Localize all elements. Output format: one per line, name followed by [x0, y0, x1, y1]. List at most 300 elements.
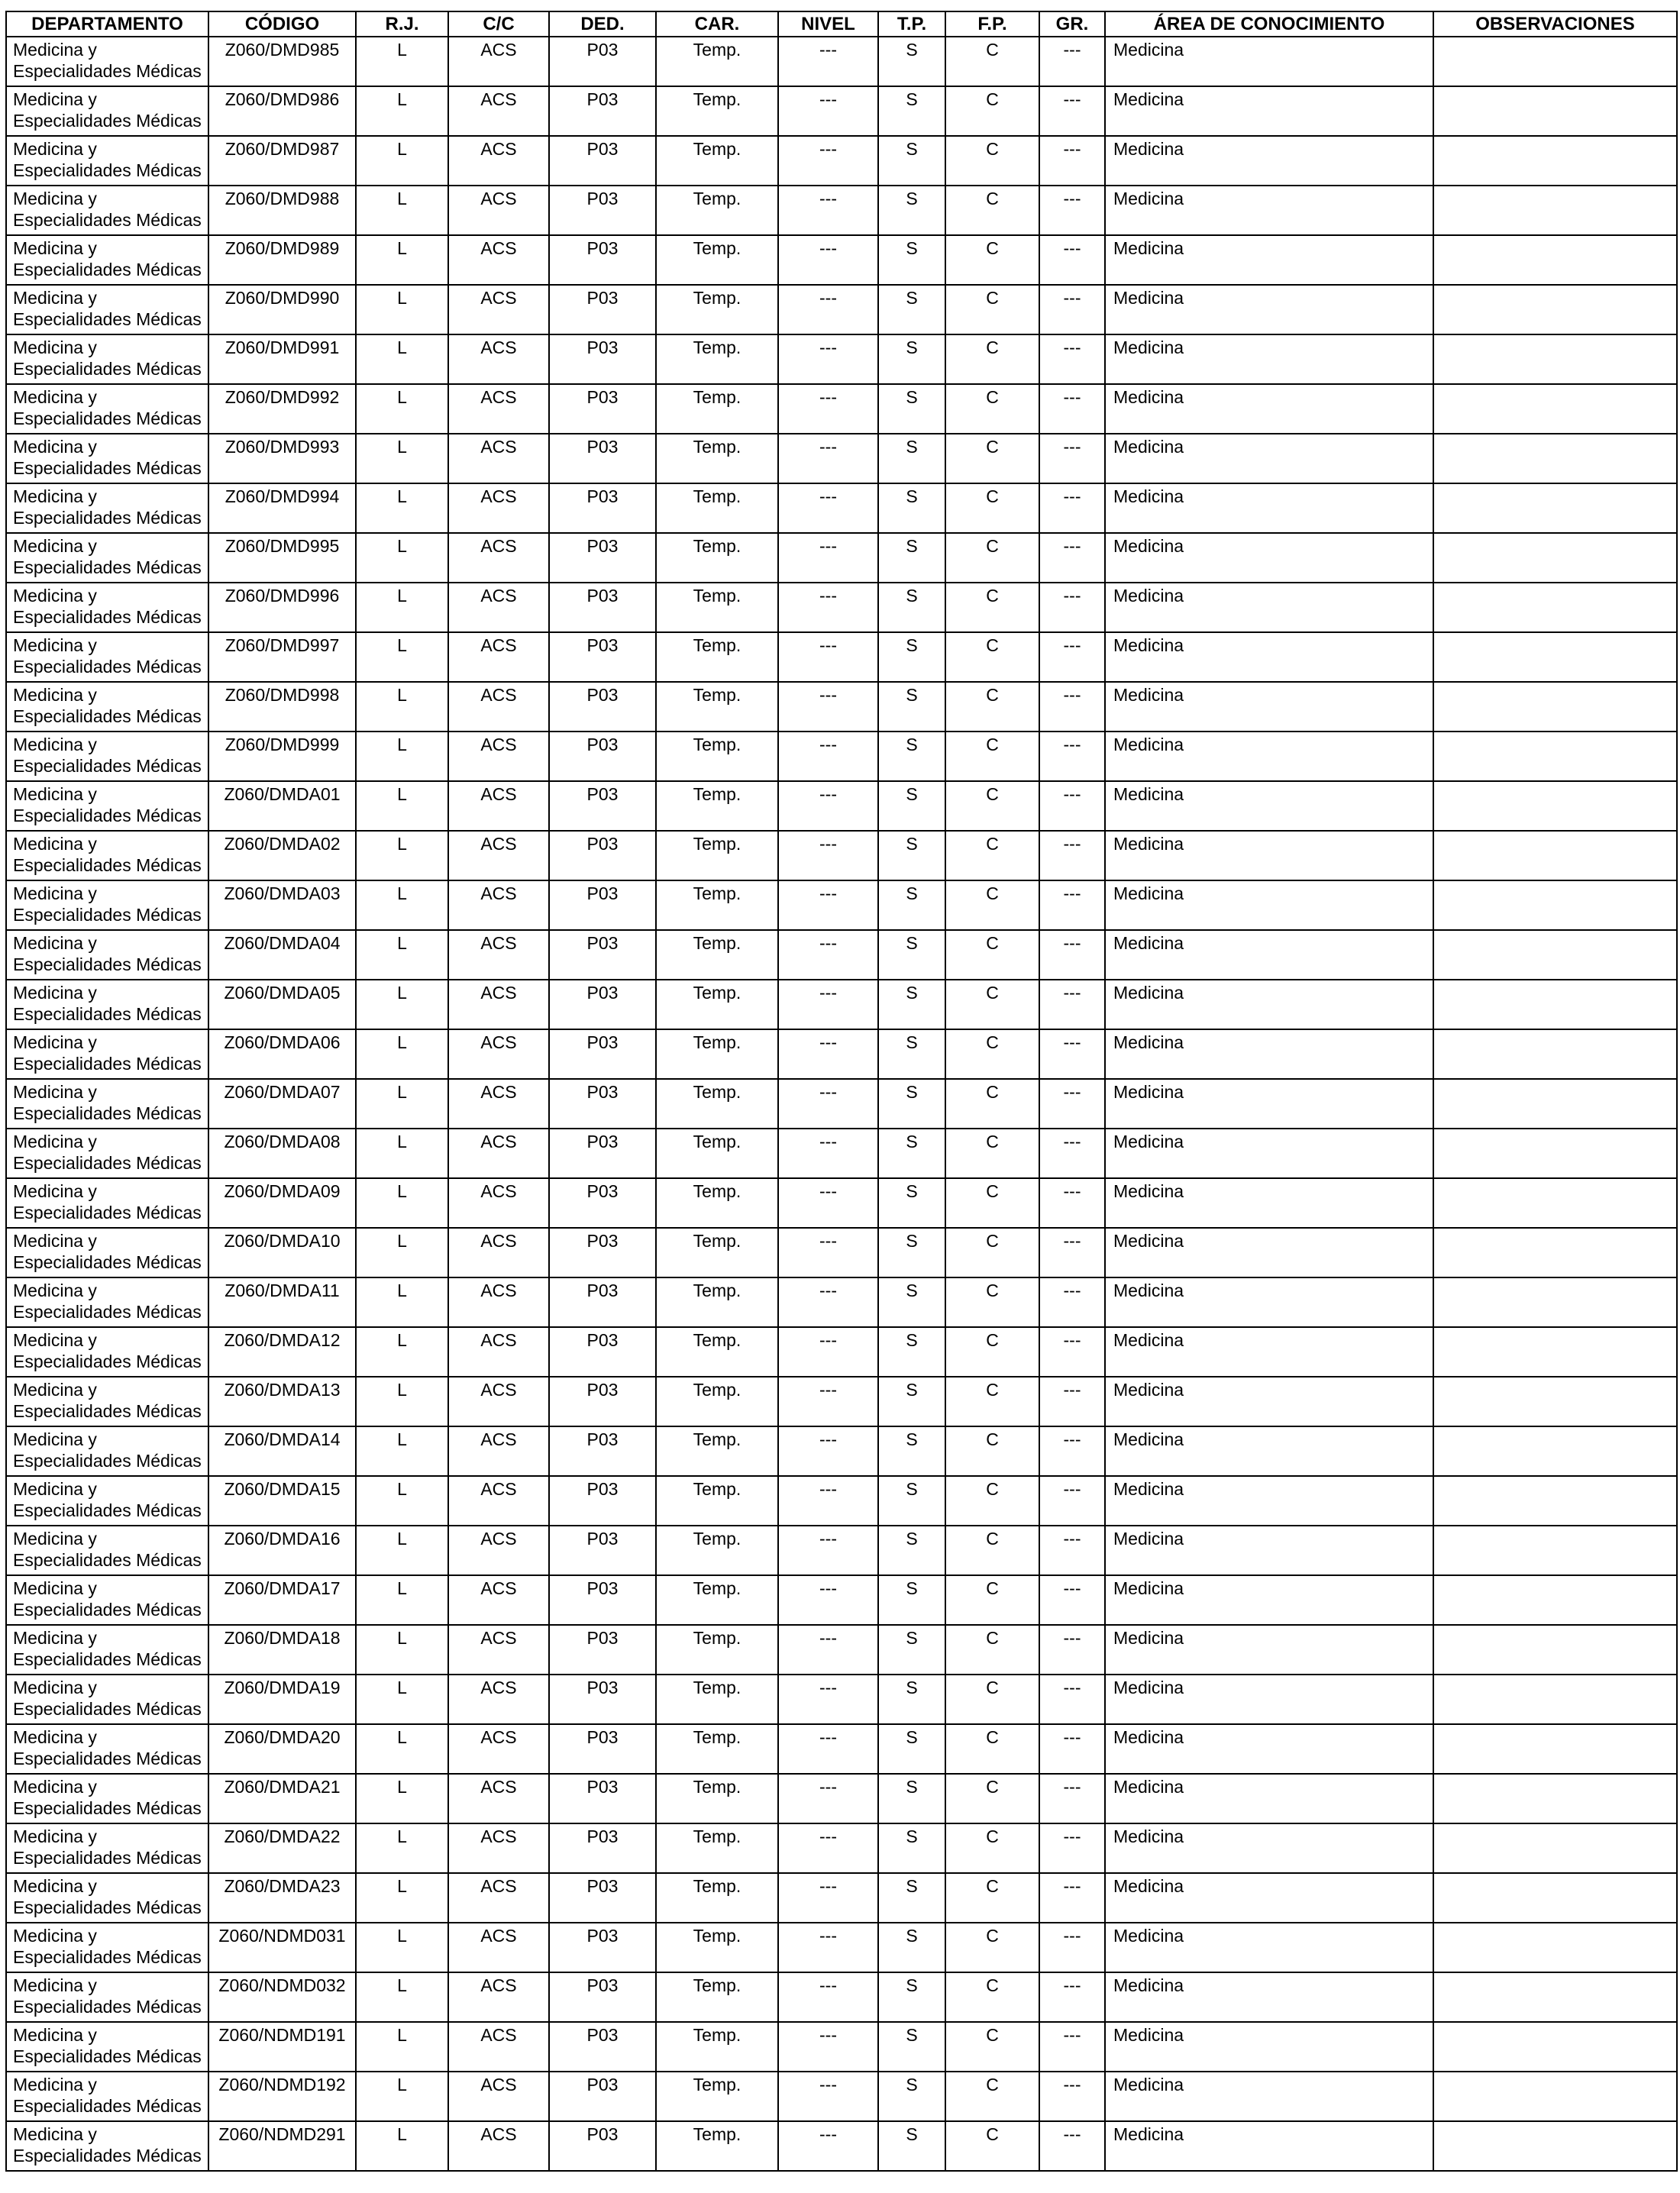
fp-cell: C [945, 1823, 1039, 1873]
tp-cell: S [878, 86, 945, 136]
header-area: ÁREA DE CONOCIMIENTO [1105, 11, 1433, 37]
cc-cell: ACS [448, 1724, 549, 1774]
nivel-cell: --- [778, 1575, 878, 1625]
table-row [6, 1625, 1677, 1675]
observaciones-cell [1433, 2121, 1677, 2171]
ded-cell: P03 [549, 1526, 656, 1575]
gr-cell: --- [1039, 334, 1105, 384]
rj-cell: L [356, 334, 448, 384]
rj-cell: L [356, 533, 448, 583]
observaciones-cell [1433, 235, 1677, 285]
fp-cell: C [945, 831, 1039, 880]
table-row [6, 1178, 1677, 1228]
departamento-cell: Medicina y Especialidades Médicas [6, 732, 208, 781]
departamento-cell: Medicina y Especialidades Médicas [6, 1526, 208, 1575]
gr-cell: --- [1039, 1129, 1105, 1178]
fp-cell: C [945, 880, 1039, 930]
nivel-cell: --- [778, 136, 878, 186]
header-rj: R.J. [356, 11, 448, 37]
car-cell: Temp. [656, 1625, 778, 1675]
departamento-cell: Medicina y Especialidades Médicas [6, 1823, 208, 1873]
car-cell: Temp. [656, 334, 778, 384]
table-row [6, 1823, 1677, 1873]
fp-cell: C [945, 1029, 1039, 1079]
codigo-cell: Z060/DMD994 [208, 483, 356, 533]
gr-cell: --- [1039, 136, 1105, 186]
table-row [6, 1377, 1677, 1426]
nivel-cell: --- [778, 1129, 878, 1178]
observaciones-cell [1433, 1972, 1677, 2022]
car-cell: Temp. [656, 2022, 778, 2072]
table-row [6, 1079, 1677, 1129]
nivel-cell: --- [778, 1178, 878, 1228]
gr-cell: --- [1039, 1923, 1105, 1972]
cc-cell: ACS [448, 1575, 549, 1625]
rj-cell: L [356, 1526, 448, 1575]
ded-cell: P03 [549, 1675, 656, 1724]
gr-cell: --- [1039, 1675, 1105, 1724]
nivel-cell: --- [778, 583, 878, 632]
tp-cell: S [878, 1923, 945, 1972]
ded-cell: P03 [549, 1823, 656, 1873]
departamento-cell: Medicina y Especialidades Médicas [6, 880, 208, 930]
tp-cell: S [878, 37, 945, 86]
area-cell: Medicina [1105, 37, 1433, 86]
codigo-cell: Z060/DMD989 [208, 235, 356, 285]
fp-cell: C [945, 334, 1039, 384]
cc-cell: ACS [448, 1377, 549, 1426]
observaciones-cell [1433, 1873, 1677, 1923]
header-nivel: NIVEL [778, 11, 878, 37]
car-cell: Temp. [656, 1178, 778, 1228]
car-cell: Temp. [656, 632, 778, 682]
departamento-cell: Medicina y Especialidades Médicas [6, 1178, 208, 1228]
car-cell: Temp. [656, 186, 778, 235]
table-row [6, 2121, 1677, 2171]
codigo-cell: Z060/DMD999 [208, 732, 356, 781]
cc-cell: ACS [448, 1079, 549, 1129]
cc-cell: ACS [448, 2072, 549, 2121]
observaciones-cell [1433, 632, 1677, 682]
observaciones-cell [1433, 980, 1677, 1029]
rj-cell: L [356, 1426, 448, 1476]
gr-cell: --- [1039, 1476, 1105, 1526]
observaciones-cell [1433, 483, 1677, 533]
fp-cell: C [945, 682, 1039, 732]
gr-cell: --- [1039, 930, 1105, 980]
fp-cell: C [945, 1228, 1039, 1277]
ded-cell: P03 [549, 334, 656, 384]
nivel-cell: --- [778, 483, 878, 533]
tp-cell: S [878, 781, 945, 831]
ded-cell: P03 [549, 483, 656, 533]
gr-cell: --- [1039, 880, 1105, 930]
fp-cell: C [945, 86, 1039, 136]
gr-cell: --- [1039, 980, 1105, 1029]
cc-cell: ACS [448, 1923, 549, 1972]
ded-cell: P03 [549, 1277, 656, 1327]
area-cell: Medicina [1105, 86, 1433, 136]
ded-cell: P03 [549, 1625, 656, 1675]
header-departamento: DEPARTAMENTO [6, 11, 208, 37]
gr-cell: --- [1039, 37, 1105, 86]
table-row [6, 1774, 1677, 1823]
observaciones-cell [1433, 1675, 1677, 1724]
codigo-cell: Z060/DMD987 [208, 136, 356, 186]
ded-cell: P03 [549, 1327, 656, 1377]
nivel-cell: --- [778, 682, 878, 732]
cc-cell: ACS [448, 1178, 549, 1228]
table-row [6, 980, 1677, 1029]
rj-cell: L [356, 1327, 448, 1377]
nivel-cell: --- [778, 1823, 878, 1873]
codigo-cell: Z060/NDMD291 [208, 2121, 356, 2171]
nivel-cell: --- [778, 1675, 878, 1724]
header-row [6, 11, 1677, 37]
car-cell: Temp. [656, 1426, 778, 1476]
fp-cell: C [945, 1972, 1039, 2022]
departamento-cell: Medicina y Especialidades Médicas [6, 1327, 208, 1377]
codigo-cell: Z060/DMDA02 [208, 831, 356, 880]
departamento-cell: Medicina y Especialidades Médicas [6, 285, 208, 334]
rj-cell: L [356, 37, 448, 86]
nivel-cell: --- [778, 1277, 878, 1327]
tp-cell: S [878, 1277, 945, 1327]
header-ded: DED. [549, 11, 656, 37]
observaciones-cell [1433, 434, 1677, 483]
departamento-cell: Medicina y Especialidades Médicas [6, 781, 208, 831]
tp-cell: S [878, 1823, 945, 1873]
nivel-cell: --- [778, 1079, 878, 1129]
area-cell: Medicina [1105, 384, 1433, 434]
area-cell: Medicina [1105, 1029, 1433, 1079]
ded-cell: P03 [549, 86, 656, 136]
nivel-cell: --- [778, 1923, 878, 1972]
cc-cell: ACS [448, 732, 549, 781]
cc-cell: ACS [448, 1327, 549, 1377]
codigo-cell: Z060/DMDA04 [208, 930, 356, 980]
codigo-cell: Z060/DMD985 [208, 37, 356, 86]
ded-cell: P03 [549, 2121, 656, 2171]
cc-cell: ACS [448, 136, 549, 186]
rj-cell: L [356, 235, 448, 285]
fp-cell: C [945, 1774, 1039, 1823]
departamento-cell: Medicina y Especialidades Médicas [6, 1079, 208, 1129]
observaciones-cell [1433, 1724, 1677, 1774]
departamento-cell: Medicina y Especialidades Médicas [6, 682, 208, 732]
observaciones-cell [1433, 2022, 1677, 2072]
area-cell: Medicina [1105, 1526, 1433, 1575]
fp-cell: C [945, 1675, 1039, 1724]
cc-cell: ACS [448, 384, 549, 434]
gr-cell: --- [1039, 831, 1105, 880]
fp-cell: C [945, 583, 1039, 632]
ded-cell: P03 [549, 2022, 656, 2072]
cc-cell: ACS [448, 980, 549, 1029]
nivel-cell: --- [778, 632, 878, 682]
table-row [6, 334, 1677, 384]
ded-cell: P03 [549, 980, 656, 1029]
tp-cell: S [878, 1774, 945, 1823]
rj-cell: L [356, 1575, 448, 1625]
area-cell: Medicina [1105, 781, 1433, 831]
table-row [6, 1724, 1677, 1774]
nivel-cell: --- [778, 1476, 878, 1526]
departamento-cell: Medicina y Especialidades Médicas [6, 434, 208, 483]
codigo-cell: Z060/DMD996 [208, 583, 356, 632]
rj-cell: L [356, 2072, 448, 2121]
departamento-cell: Medicina y Especialidades Médicas [6, 1675, 208, 1724]
ded-cell: P03 [549, 136, 656, 186]
area-cell: Medicina [1105, 1277, 1433, 1327]
observaciones-cell [1433, 334, 1677, 384]
codigo-cell: Z060/NDMD191 [208, 2022, 356, 2072]
fp-cell: C [945, 37, 1039, 86]
fp-cell: C [945, 1277, 1039, 1327]
departamento-cell: Medicina y Especialidades Médicas [6, 533, 208, 583]
car-cell: Temp. [656, 136, 778, 186]
fp-cell: C [945, 781, 1039, 831]
tp-cell: S [878, 1972, 945, 2022]
table-row [6, 1675, 1677, 1724]
codigo-cell: Z060/DMD991 [208, 334, 356, 384]
codigo-cell: Z060/DMD990 [208, 285, 356, 334]
ded-cell: P03 [549, 1575, 656, 1625]
cc-cell: ACS [448, 583, 549, 632]
ded-cell: P03 [549, 732, 656, 781]
tp-cell: S [878, 1625, 945, 1675]
cc-cell: ACS [448, 1029, 549, 1079]
ded-cell: P03 [549, 186, 656, 235]
rj-cell: L [356, 1029, 448, 1079]
rj-cell: L [356, 930, 448, 980]
cc-cell: ACS [448, 235, 549, 285]
rj-cell: L [356, 1873, 448, 1923]
cc-cell: ACS [448, 1823, 549, 1873]
nivel-cell: --- [778, 1327, 878, 1377]
departamento-cell: Medicina y Especialidades Médicas [6, 1129, 208, 1178]
ded-cell: P03 [549, 682, 656, 732]
header-fp: F.P. [945, 11, 1039, 37]
gr-cell: --- [1039, 1625, 1105, 1675]
gr-cell: --- [1039, 632, 1105, 682]
codigo-cell: Z060/DMDA09 [208, 1178, 356, 1228]
departamento-cell: Medicina y Especialidades Médicas [6, 831, 208, 880]
table-row [6, 1526, 1677, 1575]
cc-cell: ACS [448, 1129, 549, 1178]
table-row [6, 1476, 1677, 1526]
rj-cell: L [356, 1923, 448, 1972]
rj-cell: L [356, 1277, 448, 1327]
observaciones-cell [1433, 384, 1677, 434]
cc-cell: ACS [448, 285, 549, 334]
table-row [6, 1327, 1677, 1377]
gr-cell: --- [1039, 86, 1105, 136]
area-cell: Medicina [1105, 732, 1433, 781]
departamento-cell: Medicina y Especialidades Médicas [6, 1774, 208, 1823]
area-cell: Medicina [1105, 2022, 1433, 2072]
car-cell: Temp. [656, 732, 778, 781]
departamento-cell: Medicina y Especialidades Médicas [6, 334, 208, 384]
nivel-cell: --- [778, 2121, 878, 2171]
departamento-cell: Medicina y Especialidades Médicas [6, 2121, 208, 2171]
codigo-cell: Z060/DMD997 [208, 632, 356, 682]
codigo-cell: Z060/DMDA12 [208, 1327, 356, 1377]
codigo-cell: Z060/DMD986 [208, 86, 356, 136]
cc-cell: ACS [448, 1873, 549, 1923]
rj-cell: L [356, 781, 448, 831]
car-cell: Temp. [656, 831, 778, 880]
fp-cell: C [945, 1575, 1039, 1625]
departamento-cell: Medicina y Especialidades Médicas [6, 1873, 208, 1923]
rj-cell: L [356, 186, 448, 235]
rj-cell: L [356, 1774, 448, 1823]
tp-cell: S [878, 1029, 945, 1079]
nivel-cell: --- [778, 533, 878, 583]
observaciones-cell [1433, 930, 1677, 980]
rj-cell: L [356, 2022, 448, 2072]
area-cell: Medicina [1105, 434, 1433, 483]
car-cell: Temp. [656, 1724, 778, 1774]
car-cell: Temp. [656, 583, 778, 632]
departamento-cell: Medicina y Especialidades Médicas [6, 37, 208, 86]
nivel-cell: --- [778, 285, 878, 334]
nivel-cell: --- [778, 1426, 878, 1476]
codigo-cell: Z060/DMDA20 [208, 1724, 356, 1774]
car-cell: Temp. [656, 1277, 778, 1327]
gr-cell: --- [1039, 1327, 1105, 1377]
ded-cell: P03 [549, 1426, 656, 1476]
tp-cell: S [878, 434, 945, 483]
gr-cell: --- [1039, 1029, 1105, 1079]
gr-cell: --- [1039, 533, 1105, 583]
departamento-cell: Medicina y Especialidades Médicas [6, 1972, 208, 2022]
nivel-cell: --- [778, 1029, 878, 1079]
nivel-cell: --- [778, 334, 878, 384]
codigo-cell: Z060/DMD988 [208, 186, 356, 235]
tp-cell: S [878, 1377, 945, 1426]
tp-cell: S [878, 285, 945, 334]
codigo-cell: Z060/DMDA14 [208, 1426, 356, 1476]
rj-cell: L [356, 1724, 448, 1774]
rj-cell: L [356, 483, 448, 533]
car-cell: Temp. [656, 285, 778, 334]
car-cell: Temp. [656, 1228, 778, 1277]
observaciones-cell [1433, 136, 1677, 186]
gr-cell: --- [1039, 2022, 1105, 2072]
nivel-cell: --- [778, 86, 878, 136]
cc-cell: ACS [448, 1228, 549, 1277]
tp-cell: S [878, 334, 945, 384]
table-row [6, 533, 1677, 583]
ded-cell: P03 [549, 533, 656, 583]
car-cell: Temp. [656, 980, 778, 1029]
observaciones-cell [1433, 1377, 1677, 1426]
rj-cell: L [356, 434, 448, 483]
observaciones-cell [1433, 2072, 1677, 2121]
codigo-cell: Z060/DMDA06 [208, 1029, 356, 1079]
area-cell: Medicina [1105, 334, 1433, 384]
rj-cell: L [356, 86, 448, 136]
observaciones-cell [1433, 1426, 1677, 1476]
table-row [6, 483, 1677, 533]
tp-cell: S [878, 632, 945, 682]
gr-cell: --- [1039, 1823, 1105, 1873]
tp-cell: S [878, 1178, 945, 1228]
nivel-cell: --- [778, 2072, 878, 2121]
nivel-cell: --- [778, 1774, 878, 1823]
gr-cell: --- [1039, 682, 1105, 732]
observaciones-cell [1433, 880, 1677, 930]
ded-cell: P03 [549, 880, 656, 930]
table-row [6, 1972, 1677, 2022]
nivel-cell: --- [778, 1526, 878, 1575]
codigo-cell: Z060/DMDA19 [208, 1675, 356, 1724]
cc-cell: ACS [448, 2121, 549, 2171]
cc-cell: ACS [448, 37, 549, 86]
nivel-cell: --- [778, 384, 878, 434]
fp-cell: C [945, 1129, 1039, 1178]
tp-cell: S [878, 186, 945, 235]
car-cell: Temp. [656, 1029, 778, 1079]
fp-cell: C [945, 980, 1039, 1029]
table-row [6, 1277, 1677, 1327]
ded-cell: P03 [549, 1774, 656, 1823]
table-row [6, 186, 1677, 235]
gr-cell: --- [1039, 483, 1105, 533]
area-cell: Medicina [1105, 1823, 1433, 1873]
car-cell: Temp. [656, 1774, 778, 1823]
rj-cell: L [356, 632, 448, 682]
ded-cell: P03 [549, 285, 656, 334]
tp-cell: S [878, 1079, 945, 1129]
gr-cell: --- [1039, 1774, 1105, 1823]
tp-cell: S [878, 483, 945, 533]
ded-cell: P03 [549, 1923, 656, 1972]
area-cell: Medicina [1105, 136, 1433, 186]
area-cell: Medicina [1105, 1129, 1433, 1178]
header-observaciones: OBSERVACIONES [1433, 11, 1677, 37]
nivel-cell: --- [778, 1724, 878, 1774]
table-row [6, 1873, 1677, 1923]
ded-cell: P03 [549, 1476, 656, 1526]
area-cell: Medicina [1105, 1228, 1433, 1277]
gr-cell: --- [1039, 1377, 1105, 1426]
header-tp: T.P. [878, 11, 945, 37]
gr-cell: --- [1039, 2072, 1105, 2121]
ded-cell: P03 [549, 1079, 656, 1129]
table-row [6, 2022, 1677, 2072]
table-row [6, 37, 1677, 86]
ded-cell: P03 [549, 583, 656, 632]
fp-cell: C [945, 384, 1039, 434]
ded-cell: P03 [549, 930, 656, 980]
area-cell: Medicina [1105, 1476, 1433, 1526]
observaciones-cell [1433, 682, 1677, 732]
rj-cell: L [356, 136, 448, 186]
gr-cell: --- [1039, 1873, 1105, 1923]
observaciones-cell [1433, 86, 1677, 136]
observaciones-cell [1433, 1327, 1677, 1377]
car-cell: Temp. [656, 37, 778, 86]
header-codigo: CÓDIGO [208, 11, 356, 37]
table-row [6, 1228, 1677, 1277]
car-cell: Temp. [656, 1129, 778, 1178]
observaciones-cell [1433, 1129, 1677, 1178]
tp-cell: S [878, 930, 945, 980]
codigo-cell: Z060/DMDA10 [208, 1228, 356, 1277]
codigo-cell: Z060/DMDA03 [208, 880, 356, 930]
